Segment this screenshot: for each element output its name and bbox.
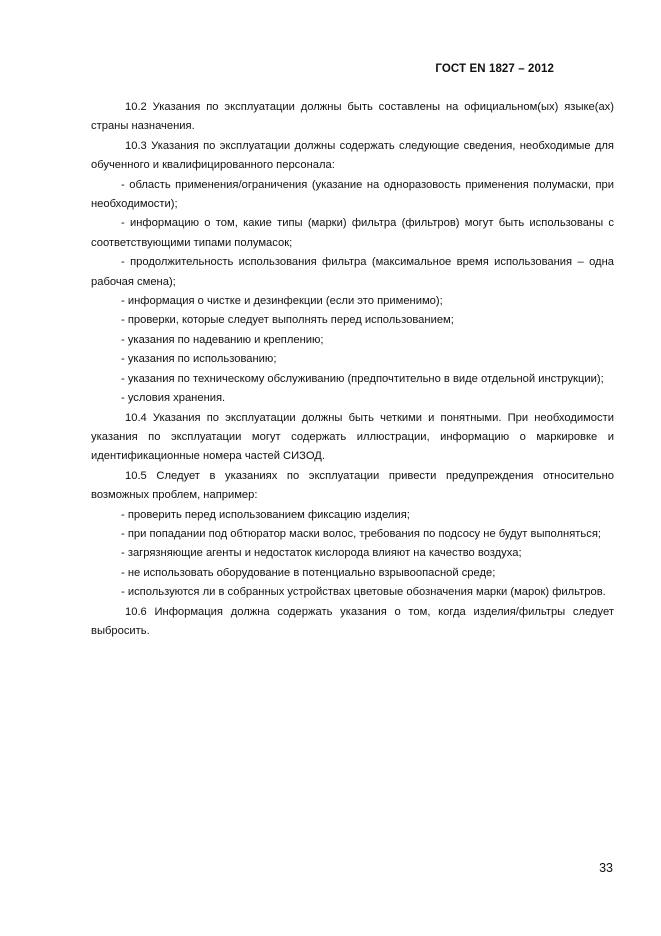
document-header: ГОСТ EN 1827 – 2012	[435, 63, 554, 75]
list-item: - не использовать оборудование в потенциально взрывоопасной среде;	[121, 566, 496, 579]
list-item: - используются ли в собранных устройствах цветовые обозначения марки (марок) фильтров.	[121, 586, 606, 599]
list-item: - при попадании под обтюратор маски волос, требования по подсосу не будут выполняться;	[121, 527, 602, 540]
list-item: - условия хранения.	[121, 392, 226, 405]
paragraph-10-6: 10.6 Информация должна содержать указания о том, когда изделия/фильтры следует выбросить.	[91, 605, 614, 637]
paragraph-10-4: 10.4 Указания по эксплуатации должны быть четкими и понятными. При необходимости указания по эксплуатации могут содержать иллюстрации, информацию о маркировке и идентификационные номера частей СИЗОД.	[91, 411, 614, 463]
list-item: - информация о чистке и дезинфекции (если это применимо);	[121, 295, 443, 308]
paragraph-10-3: 10.3 Указания по эксплуатации должны содержать следующие сведения, необходимые для обученного и квалифицированного персонала:	[91, 139, 614, 172]
page-number: 33	[599, 861, 613, 875]
paragraph-10-2: 10.2 Указания по эксплуатации должны быть составлены на официальном(ых) языке(ах) страны назначения.	[91, 101, 614, 133]
list-item: - информацию о том, какие типы (марки) фильтра (фильтров) могут быть использованы с соответствующими типами полумасок;	[91, 217, 614, 249]
list-item: - указания по надеванию и креплению;	[121, 333, 324, 346]
list-item: - область применения/ограничения (указание на одноразовость применения полумаски, при необходимости);	[91, 178, 614, 211]
list-item: - проверить перед использованием фиксацию изделия;	[121, 508, 410, 521]
list-item: - загрязняющие агенты и недостаток кислорода влияют на качество воздуха;	[121, 547, 522, 560]
list-item: - проверки, которые следует выполнять перед использованием;	[121, 314, 454, 327]
list-item: - продолжительность использования фильтра (максимальное время использования – одна рабочая смена);	[91, 256, 614, 288]
list-item: - указания по использованию;	[121, 353, 277, 366]
paragraph-10-5: 10.5 Следует в указаниях по эксплуатации привести предупреждения относительно возможных проблем, например:	[91, 469, 614, 502]
document-body	[91, 98, 614, 641]
list-item: - указания по техническому обслуживанию (предпочтительно в виде отдельной инструкции);	[121, 372, 604, 385]
